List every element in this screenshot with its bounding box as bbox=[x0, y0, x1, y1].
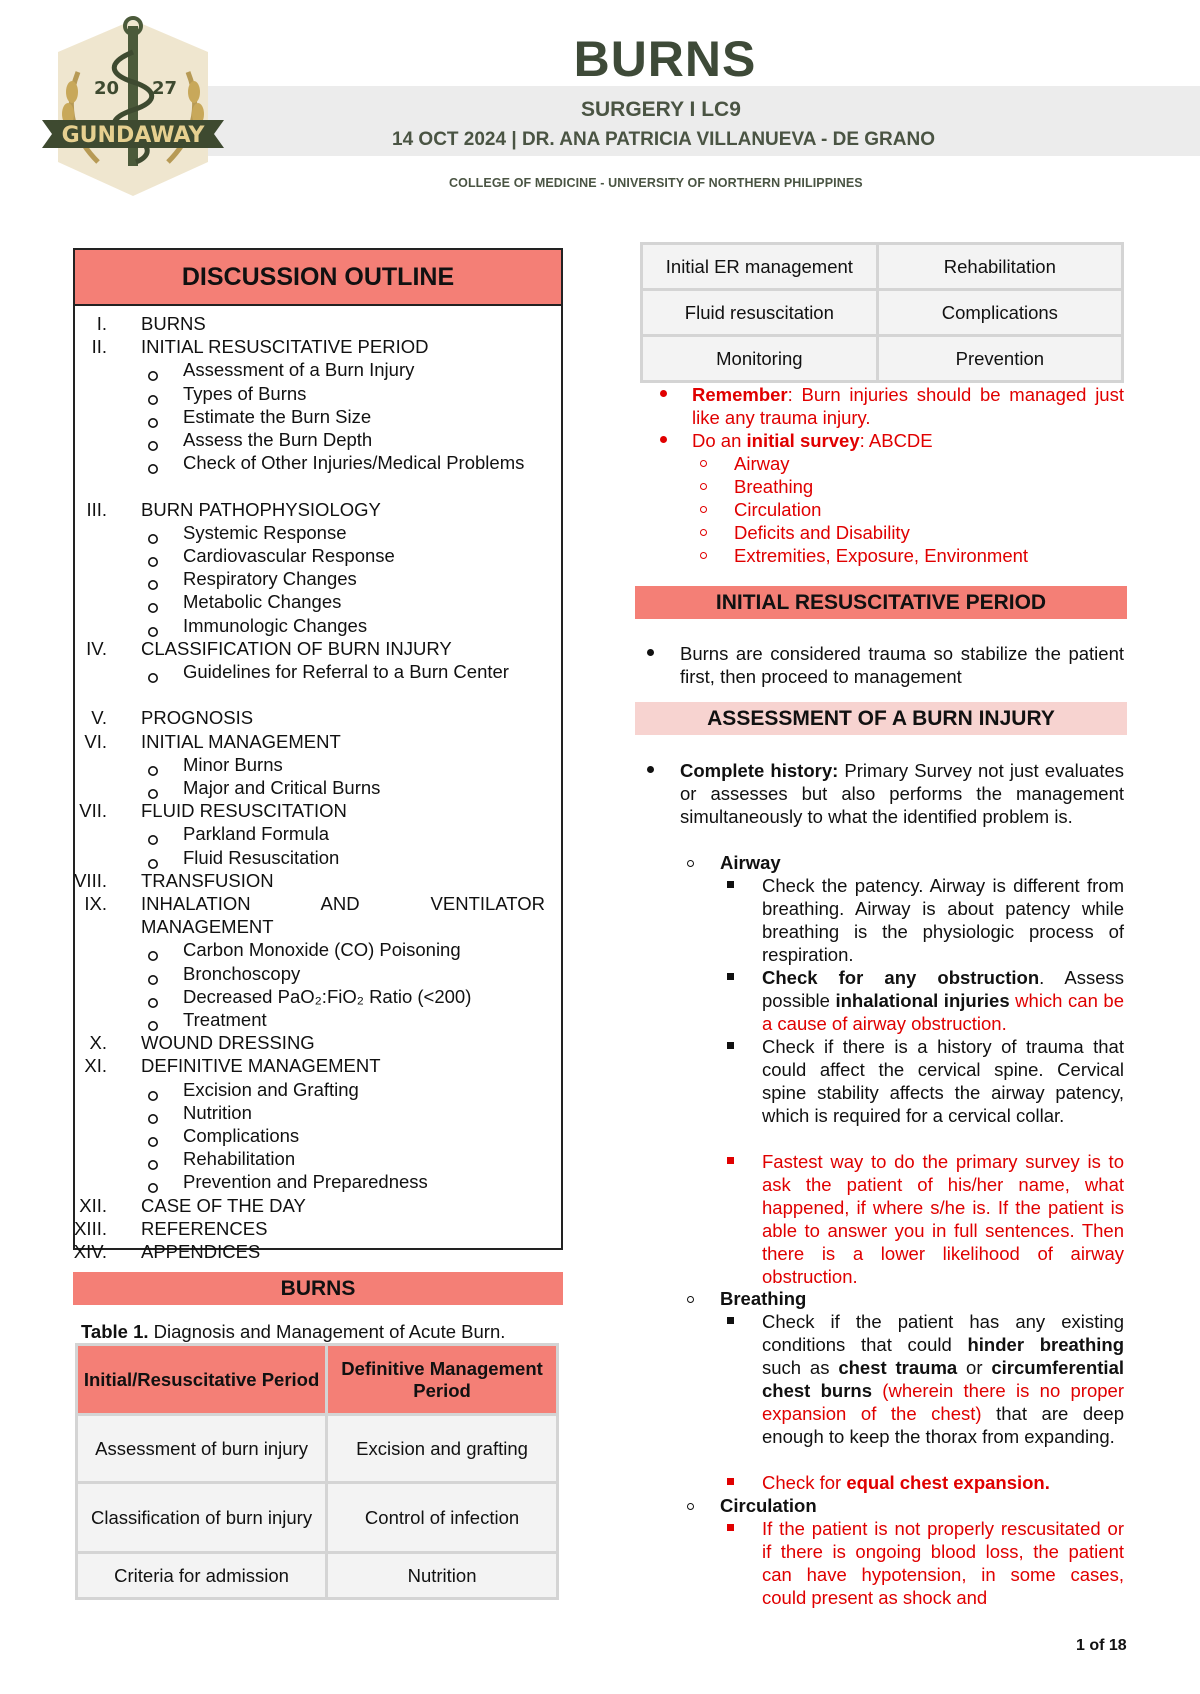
breathing-text-a: Check if the patient has any existing conditions that could bbox=[762, 1311, 1124, 1355]
table-cell: Complications bbox=[877, 290, 1122, 336]
page-number: 1 of 18 bbox=[1076, 1637, 1127, 1654]
outline-sublabel: Check of Other Injuries/Medical Problems bbox=[183, 452, 525, 474]
outline-label: CASE OF THE DAY bbox=[141, 1194, 306, 1216]
logo-banner-text: GUNDAWAY bbox=[61, 123, 205, 148]
outline-label: INHALATION AND VENTILATOR MANAGEMENT bbox=[141, 893, 545, 937]
abcde-item: Breathing bbox=[734, 476, 814, 497]
outline-label: CLASSIFICATION OF BURN INJURY bbox=[141, 637, 452, 659]
circle-bullet-icon bbox=[147, 1014, 159, 1026]
table-cell: Excision and grafting bbox=[327, 1415, 558, 1483]
outline-sublabel: Bronchoscopy bbox=[183, 962, 301, 984]
burn-management-table-continued bbox=[640, 242, 1124, 383]
table-cell: Fluid resuscitation bbox=[642, 290, 878, 336]
table-cell: Control of infection bbox=[327, 1483, 558, 1553]
outline-numeral: XI. bbox=[84, 1055, 107, 1077]
outline-sublabel: Major and Critical Burns bbox=[183, 777, 381, 798]
outline-label: BURN PATHOPHYSIOLOGY bbox=[141, 498, 381, 520]
outline-label: PROGNOSIS bbox=[141, 707, 254, 729]
bullet-circle bbox=[700, 506, 707, 513]
abcde-item: Circulation bbox=[734, 499, 822, 520]
outline-numeral: XIV. bbox=[73, 1241, 107, 1262]
airway-obstruction-text bbox=[762, 966, 1124, 1035]
circle-bullet-icon bbox=[147, 457, 159, 469]
table-cell: Monitoring bbox=[642, 336, 878, 382]
outline-sublabel: Immunologic Changes bbox=[183, 614, 368, 636]
outline-sublabel: Decreased PaO₂:FiO₂ Ratio (<200) bbox=[183, 985, 472, 1007]
section-bar-burns: BURNS bbox=[73, 1272, 563, 1305]
table-row bbox=[642, 244, 1123, 290]
circle-bullet-icon bbox=[147, 527, 159, 539]
circle-bullet-icon bbox=[147, 550, 159, 562]
breathing-text-b: hinder breathing bbox=[967, 1334, 1124, 1355]
bullet-square bbox=[727, 1317, 734, 1324]
circle-bullet-icon bbox=[147, 364, 159, 376]
table-row bbox=[642, 290, 1123, 336]
obstruction-red-note: which can be a cause of airway obstruction. bbox=[762, 990, 1125, 1034]
outline-sublabel: Metabolic Changes bbox=[183, 591, 342, 613]
initial-survey-note bbox=[692, 429, 1124, 452]
remember-note bbox=[692, 383, 1124, 429]
bullet-square bbox=[727, 1157, 734, 1164]
outline-numeral: III. bbox=[86, 498, 107, 520]
remember-label: Remember bbox=[692, 384, 788, 405]
bullet-circle bbox=[687, 1503, 694, 1510]
survey-post: : ABCDE bbox=[859, 430, 933, 451]
college-name: COLLEGE OF MEDICINE - UNIVERSITY OF NORTHERN PHILIPPINES bbox=[449, 176, 863, 190]
outline-sublabel: Types of Burns bbox=[183, 382, 307, 404]
bullet-square bbox=[727, 881, 734, 888]
table-cell: Criteria for admission bbox=[77, 1553, 327, 1599]
bullet-dot bbox=[647, 766, 654, 773]
outline-sublabel: Respiratory Changes bbox=[183, 568, 357, 590]
table-cell: Initial ER management bbox=[642, 244, 878, 290]
outline-sublabel: Systemic Response bbox=[183, 521, 347, 543]
page-title: BURNS bbox=[573, 31, 757, 87]
outline-sublabel: Prevention and Preparedness bbox=[183, 1171, 428, 1193]
bullet-circle bbox=[687, 1296, 694, 1303]
circle-bullet-icon bbox=[147, 1153, 159, 1165]
circle-bullet-icon bbox=[147, 782, 159, 794]
airway-patency-text: Check the patency. Airway is different from breathing. Airway is about patency while breathing is the physiologic process of respiration. bbox=[762, 875, 1124, 965]
bullet-square bbox=[727, 1478, 734, 1485]
outline-numeral: I. bbox=[96, 313, 107, 334]
outline-sublabel: Parkland Formula bbox=[183, 823, 330, 845]
table-row bbox=[77, 1553, 558, 1599]
outline-numeral: V. bbox=[91, 707, 107, 729]
table-row bbox=[77, 1415, 558, 1483]
bullet-circle bbox=[700, 483, 707, 490]
table-caption-label: Table 1. bbox=[81, 1321, 149, 1342]
circulation-label: Circulation bbox=[720, 1495, 817, 1516]
outline-label: APPENDICES bbox=[141, 1241, 261, 1262]
section-bar-initial-resuscitative: INITIAL RESUSCITATIVE PERIOD bbox=[635, 586, 1127, 619]
bullet-circle bbox=[700, 460, 707, 467]
chest-expansion-a: Check for bbox=[762, 1472, 847, 1493]
bullet-square bbox=[727, 973, 734, 980]
outline-sublabel: Treatment bbox=[183, 1009, 267, 1030]
outline-numeral: II. bbox=[91, 336, 107, 358]
outline-label: FLUID RESUSCITATION bbox=[141, 800, 347, 822]
history-label: Complete history: bbox=[680, 760, 839, 781]
discussion-outline-title: DISCUSSION OUTLINE bbox=[75, 250, 561, 306]
complete-history-text bbox=[680, 759, 1124, 828]
bullet-dot bbox=[647, 649, 654, 656]
bullet-circle bbox=[700, 552, 707, 559]
outline-sublabel: Assess the Burn Depth bbox=[183, 429, 373, 450]
circle-bullet-icon bbox=[147, 968, 159, 980]
breathing-conditions-text bbox=[762, 1310, 1124, 1448]
circulation-text: If the patient is not properly rescusitated or if there is ongoing blood loss, the patient can have hypotension, in some cases, could present as shock and bbox=[762, 1518, 1124, 1608]
circle-bullet-icon bbox=[147, 620, 159, 632]
outline-numeral: VII. bbox=[79, 800, 107, 822]
circle-bullet-icon bbox=[147, 434, 159, 446]
outline-numeral: IX. bbox=[84, 893, 107, 914]
table-cell: Nutrition bbox=[327, 1553, 558, 1599]
obstruction-mid: . Assess possible bbox=[762, 967, 1124, 1011]
fastest-primary-survey-text: Fastest way to do the primary survey is to ask the patient of his/her name, what happened, if where s/he is. If the patient is able to answer you in full sentences. Then there is a lower likelihood of airway obstruction. bbox=[762, 1151, 1124, 1287]
outline-sublabel: Fluid Resuscitation bbox=[183, 846, 340, 868]
table-row bbox=[642, 336, 1123, 382]
outline-numeral: XII. bbox=[79, 1194, 107, 1216]
outline-sublabel: Carbon Monoxide (CO) Poisoning bbox=[183, 939, 461, 961]
outline-sublabel: Complications bbox=[183, 1125, 300, 1146]
bullet-square bbox=[727, 1524, 734, 1531]
table-caption bbox=[81, 1321, 505, 1343]
logo-year-right: 27 bbox=[152, 78, 178, 99]
outline-sublabel: Minor Burns bbox=[183, 753, 283, 775]
initial-resuscitative-text: Burns are considered trauma so stabilize the patient first, then proceed to management bbox=[680, 643, 1124, 687]
circle-bullet-icon bbox=[147, 1084, 159, 1096]
outline-numeral: VIII. bbox=[74, 869, 107, 891]
circle-bullet-icon bbox=[147, 1176, 159, 1188]
abcde-item: Airway bbox=[734, 453, 790, 474]
course-subtitle: SURGERY I LC9 bbox=[581, 98, 741, 121]
circle-bullet-icon bbox=[147, 1107, 159, 1119]
history-text: Primary Survey not just evaluates or assesses but also performs the management simultaneously to what the identified problem is. bbox=[680, 760, 1124, 827]
lecture-date-line: 14 OCT 2024 | DR. ANA PATRICIA VILLANUEVA - DE GRANO bbox=[392, 129, 936, 150]
bullet-square bbox=[727, 1042, 734, 1049]
circle-bullet-icon bbox=[147, 388, 159, 400]
circle-bullet-icon bbox=[147, 991, 159, 1003]
table-row bbox=[77, 1483, 558, 1553]
bullet-circle bbox=[700, 529, 707, 536]
logo-year-left: 20 bbox=[94, 78, 120, 99]
cervical-spine-text: Check if there is a history of trauma that could affect the cervical spine. Cervical spine stability affects the airway patency, which is required for a cervical collar. bbox=[762, 1036, 1124, 1126]
breathing-text-c: such as bbox=[762, 1357, 839, 1378]
circle-bullet-icon bbox=[147, 759, 159, 771]
bullet-circle bbox=[687, 860, 694, 867]
outline-label: INITIAL MANAGEMENT bbox=[141, 730, 341, 752]
outline-sublabel: Estimate the Burn Size bbox=[183, 405, 372, 427]
outline-sublabel: Assessment of a Burn Injury bbox=[183, 359, 415, 381]
table-cell: Prevention bbox=[877, 336, 1122, 382]
discussion-outline-box bbox=[73, 248, 563, 1262]
bullet-dot bbox=[660, 390, 667, 397]
breathing-label: Breathing bbox=[720, 1288, 807, 1309]
outline-label: REFERENCES bbox=[141, 1217, 268, 1239]
outline-label: BURNS bbox=[141, 313, 206, 334]
outline-sublabel: Excision and Grafting bbox=[183, 1078, 359, 1100]
outline-sublabel: Guidelines for Referral to a Burn Center bbox=[183, 661, 509, 682]
table-cell: Assessment of burn injury bbox=[77, 1415, 327, 1483]
chest-expansion-b: equal chest expansion. bbox=[846, 1472, 1050, 1493]
breathing-text-g: (wherein there is no proper expansion of the chest) bbox=[762, 1380, 1124, 1424]
section-bar-assessment: ASSESSMENT OF A BURN INJURY bbox=[635, 702, 1127, 735]
breathing-text-e: or bbox=[957, 1357, 992, 1378]
outline-numeral: VI. bbox=[84, 730, 107, 752]
outline-numeral: XIII. bbox=[74, 1217, 107, 1239]
outline-numeral: IV. bbox=[86, 637, 107, 659]
breathing-text-h: that are deep enough to keep the thorax from expanding. bbox=[762, 1403, 1124, 1447]
outline-sublabel: Cardiovascular Response bbox=[183, 545, 395, 566]
burn-management-table bbox=[75, 1343, 559, 1600]
circle-bullet-icon bbox=[147, 944, 159, 956]
table-caption-text: Diagnosis and Management of Acute Burn. bbox=[153, 1321, 506, 1342]
table-header-definitive: Definitive Management Period bbox=[327, 1345, 558, 1415]
abcde-item: Extremities, Exposure, Environment bbox=[734, 545, 1029, 566]
outline-label: WOUND DRESSING bbox=[141, 1032, 315, 1054]
outline-label: DEFINITIVE MANAGEMENT bbox=[141, 1055, 381, 1077]
table-cell: Rehabilitation bbox=[877, 244, 1122, 290]
breathing-text-d: chest trauma bbox=[838, 1357, 958, 1378]
survey-bold: initial survey bbox=[746, 430, 860, 451]
outline-numeral: X. bbox=[89, 1032, 107, 1054]
breathing-text-f: circumferential chest burns bbox=[762, 1357, 1124, 1401]
circle-bullet-icon bbox=[147, 828, 159, 840]
circle-bullet-icon bbox=[147, 1130, 159, 1142]
outline-sublabel: Nutrition bbox=[183, 1101, 252, 1123]
airway-label: Airway bbox=[720, 852, 781, 873]
circle-bullet-icon bbox=[147, 596, 159, 608]
outline-sublabel: Rehabilitation bbox=[183, 1148, 296, 1170]
inhalational-bold: inhalational injuries bbox=[835, 990, 1010, 1011]
chest-expansion-text bbox=[762, 1471, 1124, 1494]
circle-bullet-icon bbox=[147, 573, 159, 585]
bullet-dot bbox=[660, 436, 667, 443]
survey-pre: Do an bbox=[692, 430, 747, 451]
circle-bullet-icon bbox=[147, 666, 159, 678]
outline-label: TRANSFUSION bbox=[141, 869, 274, 891]
table-header-initial: Initial/Resuscitative Period bbox=[77, 1345, 327, 1415]
table-cell: Classification of burn injury bbox=[77, 1483, 327, 1553]
circle-bullet-icon bbox=[147, 411, 159, 423]
abcde-item: Deficits and Disability bbox=[734, 522, 910, 543]
obstruction-bold: Check for any obstruction bbox=[762, 967, 1040, 988]
circle-bullet-icon bbox=[147, 852, 159, 864]
remember-text: : Burn injuries should be managed just like any trauma injury. bbox=[692, 384, 1124, 428]
outline-label: INITIAL RESUSCITATIVE PERIOD bbox=[141, 336, 429, 358]
